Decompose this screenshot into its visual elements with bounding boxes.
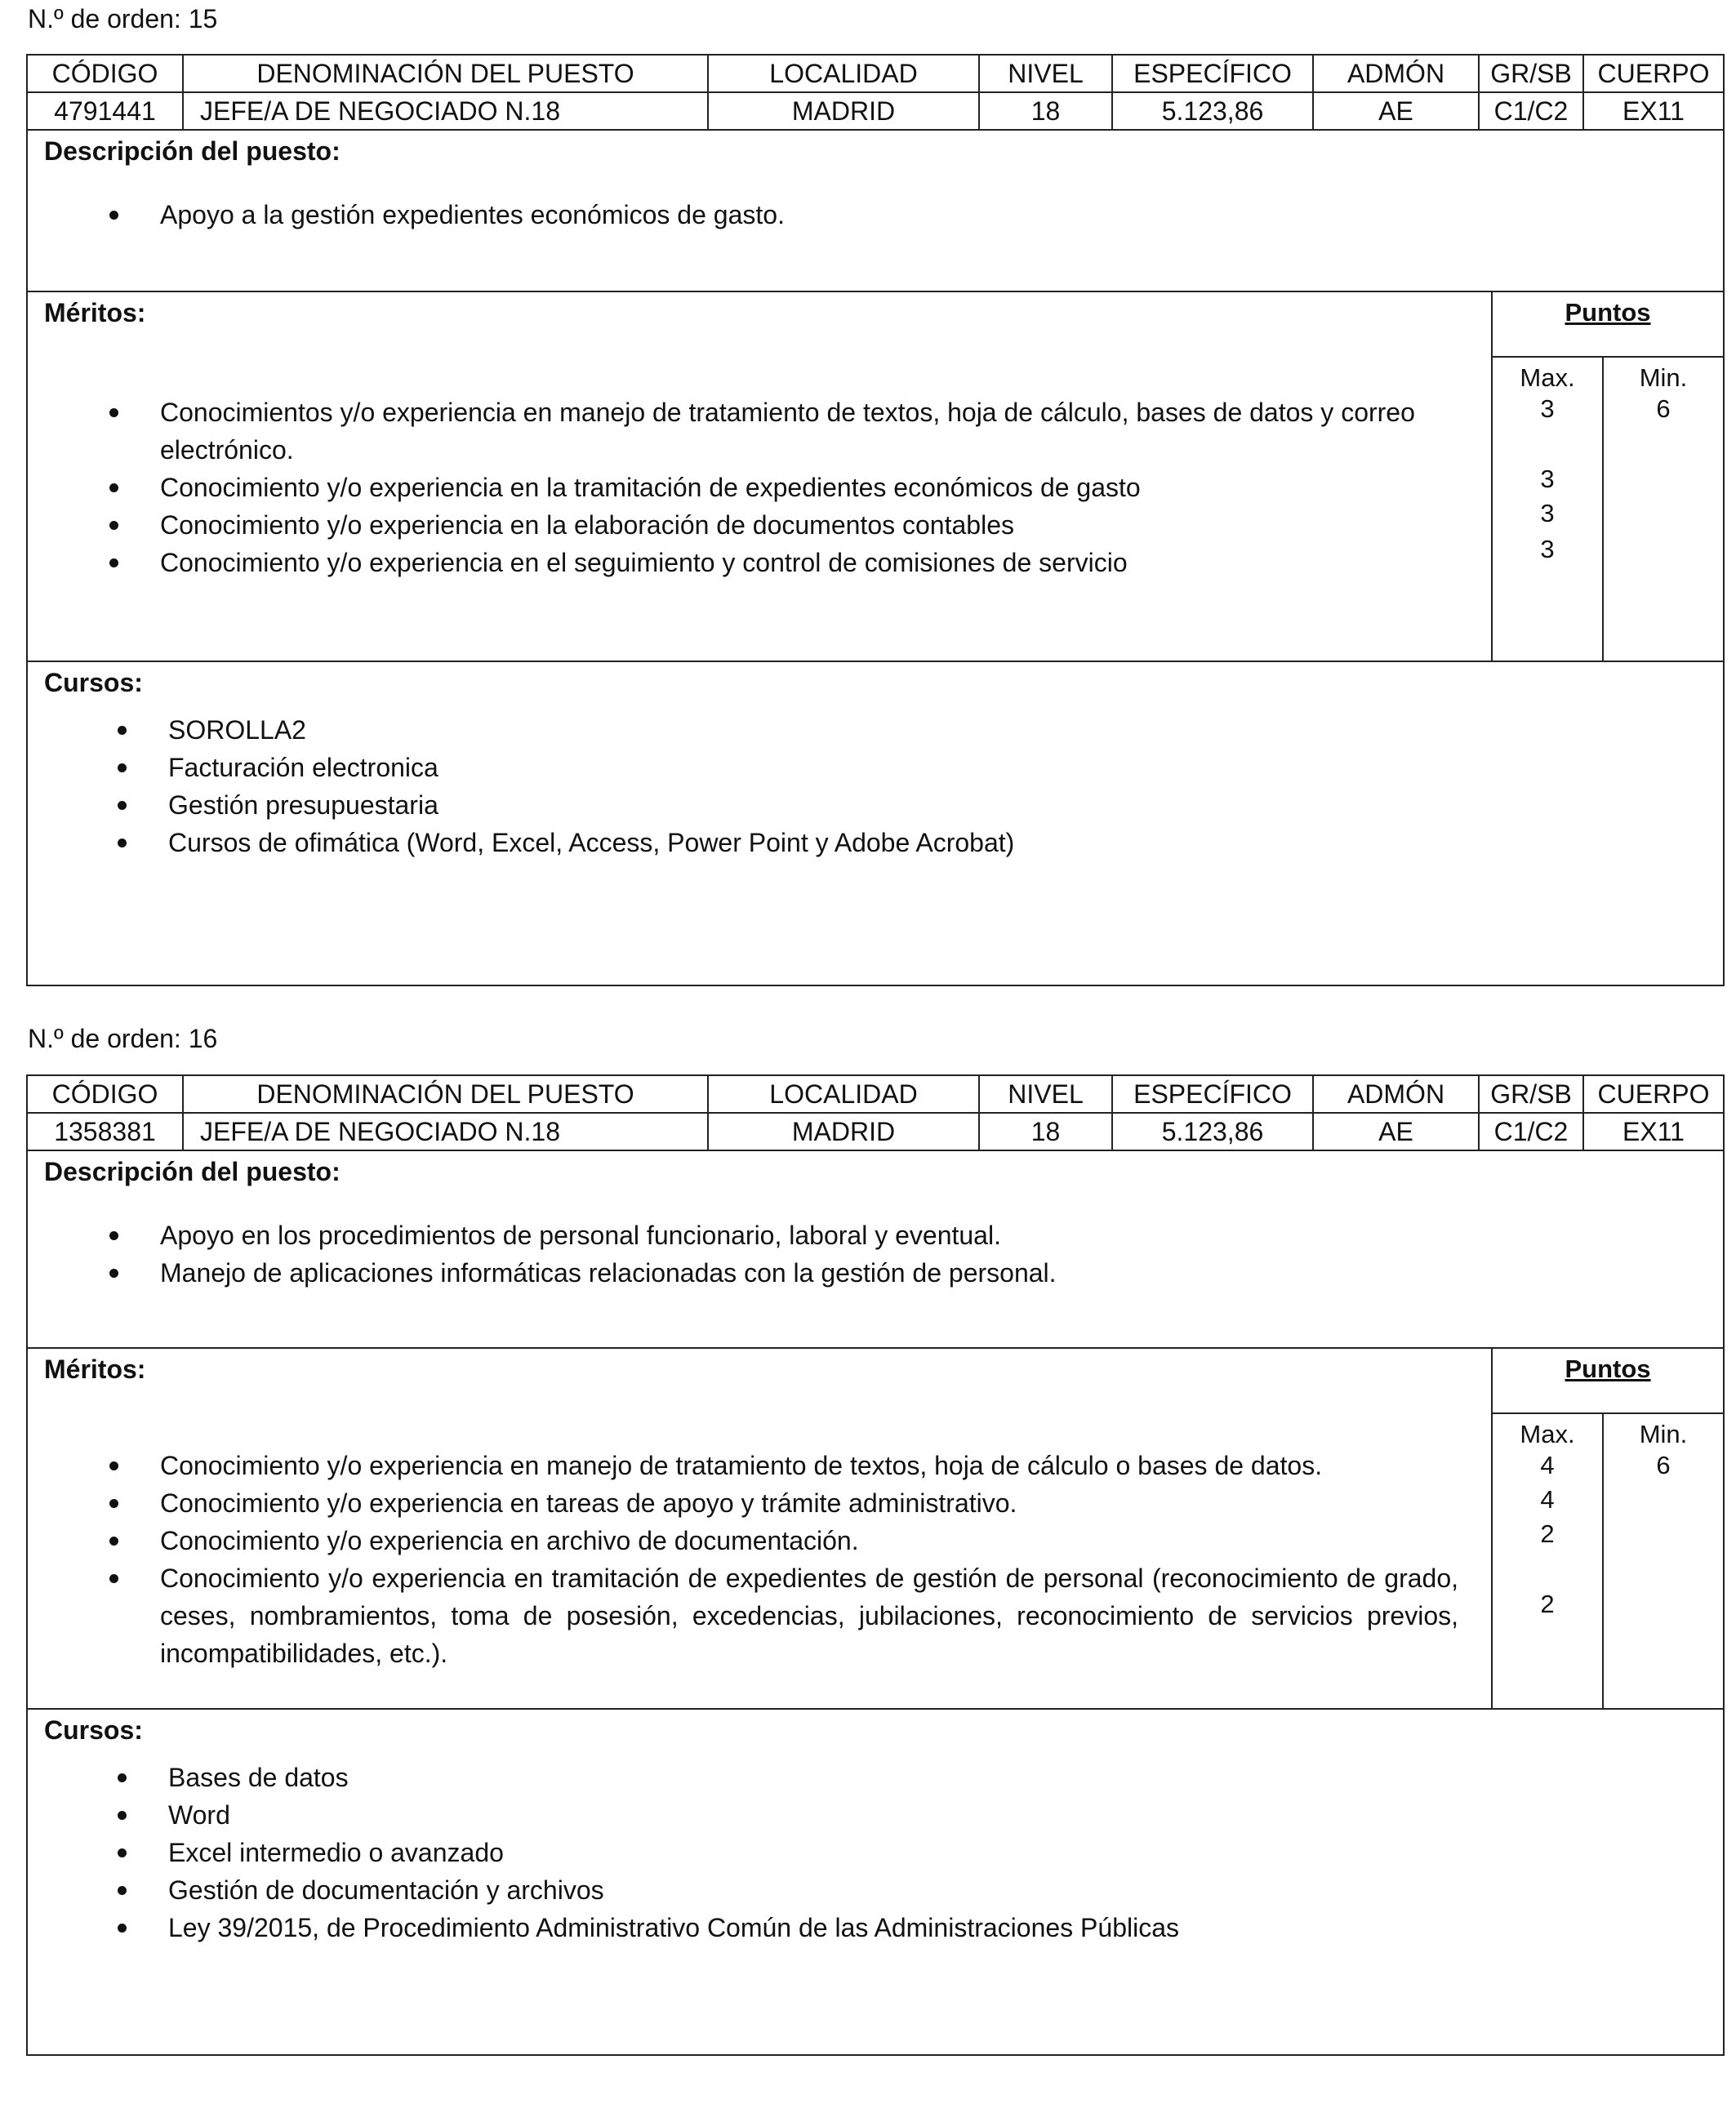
courses-section [28,1708,1723,2054]
list-item: Excel intermedio o avanzado [168,1834,1638,1871]
list-item: Conocimiento y/o experiencia en el seguimiento y control de comisiones de servicio [160,544,1450,581]
points-column [1491,1349,1723,1708]
header-localidad: LOCALIDAD [708,56,979,92]
points-max-label: Max. [1520,363,1575,392]
header-grsb: GR/SB [1479,56,1583,92]
bullet-icon [118,726,127,735]
courses-label: Cursos: [44,1715,143,1745]
merits-section [28,1347,1723,1708]
job-header-table [28,1076,1723,1151]
points-max-label: Max. [1520,1420,1575,1448]
header-denominacion: DENOMINACIÓN DEL PUESTO [183,1076,708,1113]
header-denominacion: DENOMINACIÓN DEL PUESTO [183,56,708,92]
bullet-icon [109,1269,118,1278]
list-item: Conocimiento y/o experiencia en tareas de apoyo y trámite administrativo. [160,1484,1458,1522]
courses-label: Cursos: [44,668,143,697]
bullet-icon [118,1773,127,1782]
points-max-column [1493,1414,1604,1708]
list-item: Conocimiento y/o experiencia en tramitación de expedientes de gestión de personal (reconocimiento de grado, ceses, nombramientos, toma de posesión, excedencias, jubilaciones, reconocimiento de servicios previos, incompatibilidades, etc.). [160,1559,1458,1672]
header-nivel: NIVEL [979,1076,1112,1113]
merits-list [160,394,1450,581]
bullet-icon [118,1924,127,1933]
cell-nivel: 18 [979,92,1112,130]
cell-codigo: 4791441 [28,92,183,130]
points-heading: Puntos [1493,1349,1723,1414]
cell-admon: AE [1313,1113,1479,1150]
list-item: Cursos de ofimática (Word, Excel, Access, Power Point y Adobe Acrobat) [168,824,1638,861]
bullet-icon [109,1574,118,1583]
cell-grsb: C1/C2 [1479,92,1583,130]
list-item: Apoyo en los procedimientos de personal funcionario, laboral y eventual. [160,1217,1548,1254]
job-card [26,1074,1725,2056]
points-max-value: 3 [1540,465,1555,493]
cell-codigo: 1358381 [28,1113,183,1150]
bullet-icon [118,1811,127,1820]
bullet-icon [118,1886,127,1895]
points-max-value: 4 [1540,1451,1555,1479]
courses-section [28,661,1723,976]
cell-especifico: 5.123,86 [1112,1113,1313,1150]
list-item: Word [168,1796,1638,1834]
header-row [28,1076,1723,1113]
points-min-label: Min. [1639,363,1688,392]
list-item: Gestión presupuestaria [168,786,1638,824]
cell-localidad: MADRID [708,92,979,130]
list-item: Conocimiento y/o experiencia en archivo de documentación. [160,1522,1458,1559]
data-row [28,1113,1723,1150]
cell-cuerpo: EX11 [1583,1113,1723,1150]
points-min-column [1604,1414,1723,1708]
list-item: Apoyo a la gestión expedientes económicos de gasto. [160,196,1548,234]
list-item: Conocimiento y/o experiencia en manejo de tratamiento de textos, hoja de cálculo o bases de datos. [160,1447,1458,1484]
job-header-table [28,56,1723,131]
list-item: Manejo de aplicaciones informáticas relacionadas con la gestión de personal. [160,1254,1548,1292]
header-cuerpo: CUERPO [1583,1076,1723,1113]
list-item: Conocimientos y/o experiencia en manejo de tratamiento de textos, hoja de cálculo, bases de datos y correo electrónico. [160,394,1450,469]
courses-list [168,1759,1638,1946]
points-min-column [1604,358,1723,661]
list-item: Gestión de documentación y archivos [168,1871,1638,1909]
merits-list [160,1447,1458,1672]
points-max-value: 2 [1540,1519,1555,1548]
header-especifico: ESPECÍFICO [1112,56,1313,92]
list-item: Ley 39/2015, de Procedimiento Administrativo Común de las Administraciones Públicas [168,1909,1638,1946]
header-localidad: LOCALIDAD [708,1076,979,1113]
header-admon: ADMÓN [1313,1076,1479,1113]
header-codigo: CÓDIGO [28,56,183,92]
cell-denominacion: JEFE/A DE NEGOCIADO N.18 [183,92,708,130]
bullet-icon [109,408,118,417]
cell-denominacion: JEFE/A DE NEGOCIADO N.18 [183,1113,708,1150]
list-item: Conocimiento y/o experiencia en la tramitación de expedientes económicos de gasto [160,469,1450,506]
description-list [160,1217,1548,1292]
points-max-value: 3 [1540,394,1555,423]
data-row [28,92,1723,130]
courses-list [168,711,1638,861]
cell-cuerpo: EX11 [1583,92,1723,130]
bullet-icon [109,558,118,567]
merits-label: Méritos: [44,298,146,327]
header-especifico: ESPECÍFICO [1112,1076,1313,1113]
points-max-value: 3 [1540,535,1555,563]
cell-admon: AE [1313,92,1479,130]
cell-especifico: 5.123,86 [1112,92,1313,130]
bullet-icon [109,521,118,530]
description-section [28,1151,1723,1347]
bullet-icon [118,839,127,847]
cell-localidad: MADRID [708,1113,979,1150]
bullet-icon [109,1499,118,1508]
points-min-label: Min. [1639,1420,1688,1448]
bullet-icon [109,1231,118,1240]
points-column [1491,292,1723,661]
points-max-column [1493,358,1604,661]
header-admon: ADMÓN [1313,56,1479,92]
bullet-icon [109,1537,118,1546]
description-label: Descripción del puesto: [44,136,341,166]
header-cuerpo: CUERPO [1583,56,1723,92]
cell-grsb: C1/C2 [1479,1113,1583,1150]
bullet-icon [109,1461,118,1470]
points-heading: Puntos [1493,292,1723,358]
points-min-value: 6 [1656,394,1671,423]
list-item: Conocimiento y/o experiencia en la elaboración de documentos contables [160,506,1450,544]
order-title: N.º de orden: 15 [28,4,218,33]
header-grsb: GR/SB [1479,1076,1583,1113]
bullet-icon [118,763,127,772]
bullet-icon [118,1848,127,1857]
list-item: SOROLLA2 [168,711,1638,749]
order-title: N.º de orden: 16 [28,1024,218,1053]
points-max-value: 4 [1540,1485,1555,1514]
merits-label: Méritos: [44,1355,146,1384]
bullet-icon [109,483,118,492]
points-max-value: 2 [1540,1590,1555,1618]
description-section [28,131,1723,291]
description-list [160,196,1548,234]
points-max-value: 3 [1540,499,1555,527]
header-row [28,56,1723,92]
bullet-icon [118,801,127,810]
points-min-value: 6 [1656,1451,1671,1479]
cell-nivel: 18 [979,1113,1112,1150]
list-item: Facturación electronica [168,749,1638,786]
description-label: Descripción del puesto: [44,1157,341,1186]
header-codigo: CÓDIGO [28,1076,183,1113]
list-item: Bases de datos [168,1759,1638,1796]
merits-section [28,291,1723,661]
bullet-icon [109,211,118,220]
job-card [26,54,1725,986]
header-nivel: NIVEL [979,56,1112,92]
